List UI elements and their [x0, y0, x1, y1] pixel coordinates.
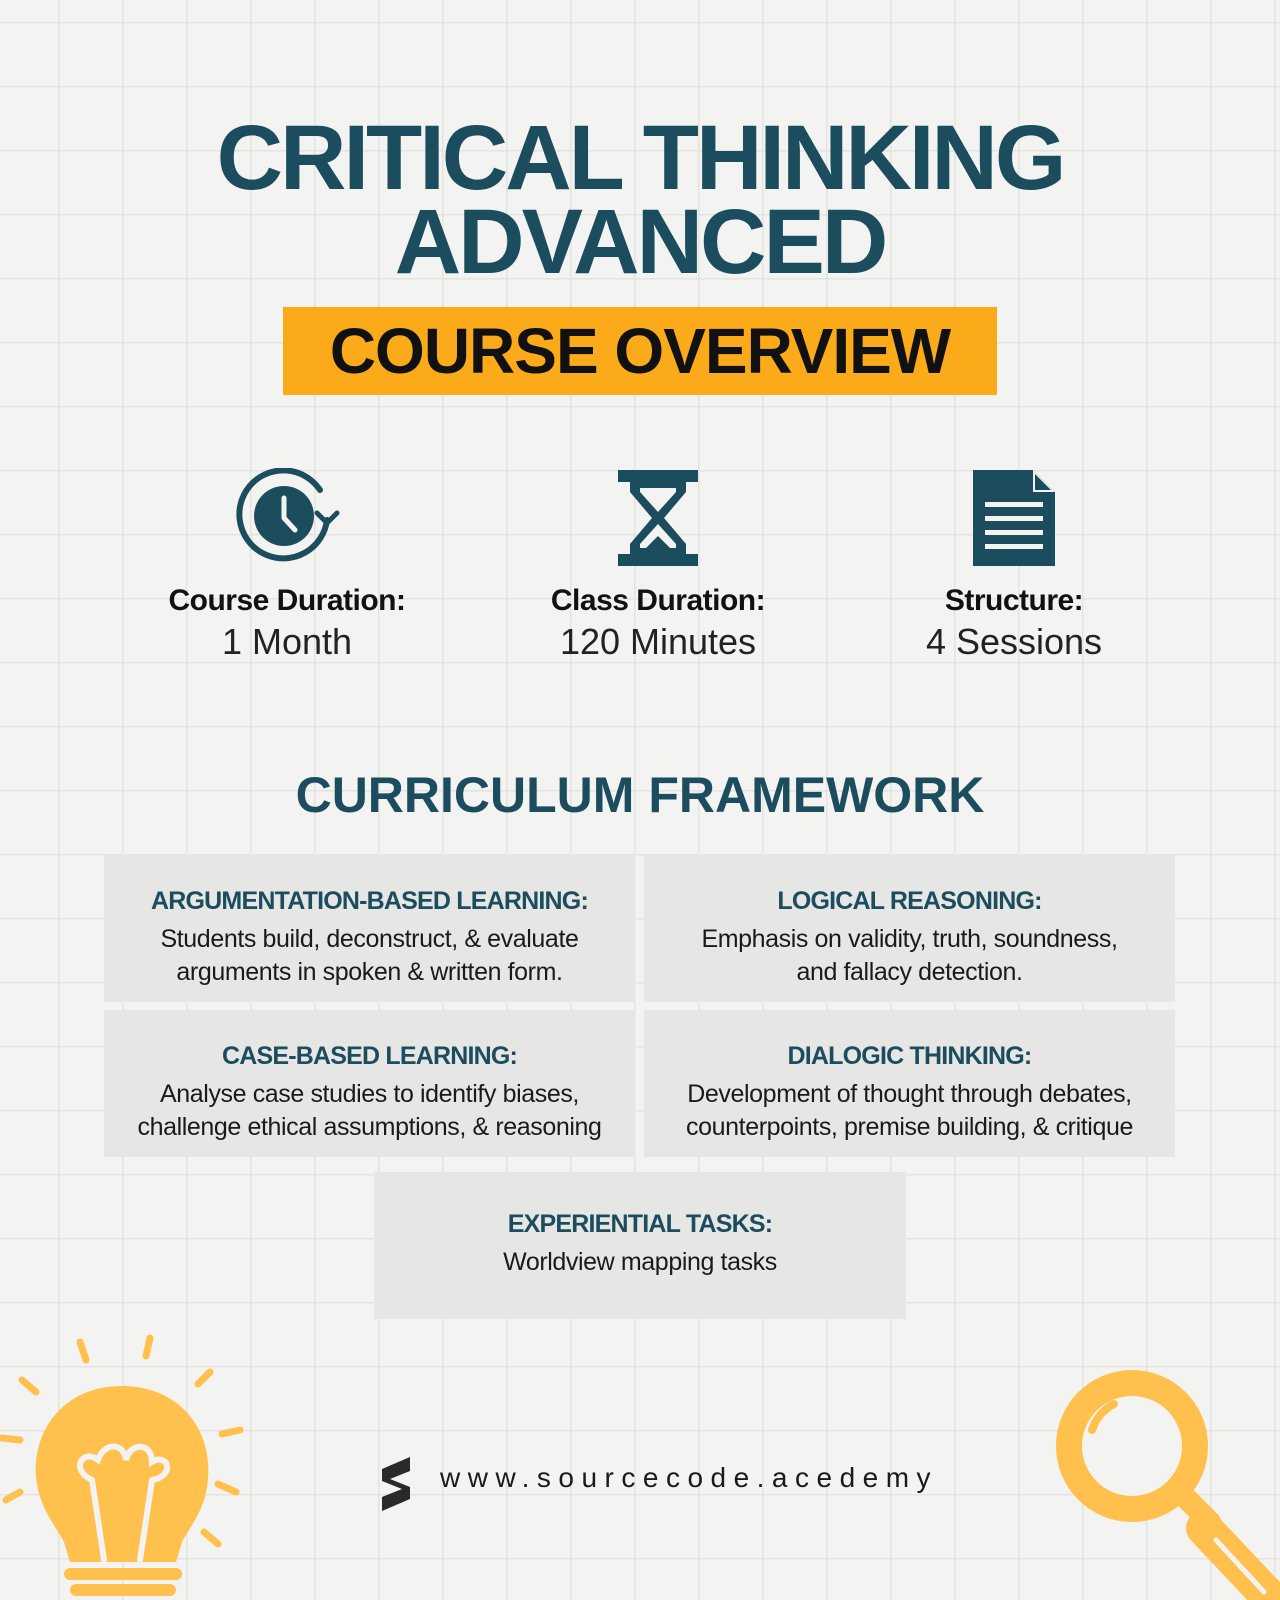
clock-refresh-icon — [107, 466, 467, 570]
card-heading: LOGICAL REASONING: — [777, 887, 1042, 915]
card-description-line: arguments in spoken & written form. — [176, 958, 563, 986]
card-description-line: Analyse case studies to identify biases, — [160, 1080, 579, 1108]
card-heading: CASE-BASED LEARNING: — [221, 1042, 518, 1070]
magnifying-glass-icon — [1040, 1360, 1280, 1600]
stat-structure — [834, 466, 1194, 664]
card-description-line: Worldview mapping tasks — [503, 1248, 777, 1276]
card-description-line: Students build, deconstruct, & evaluate — [160, 925, 579, 953]
stat-label: Course Duration: — [168, 584, 406, 617]
stat-course-duration — [107, 466, 467, 664]
card-description-line: and fallacy detection. — [796, 958, 1023, 986]
curriculum-card-logical-reasoning — [644, 855, 1175, 1002]
stat-value: 120 Minutes — [559, 621, 757, 662]
card-description-line: Development of thought through debates, — [687, 1080, 1132, 1108]
card-description-line: Emphasis on validity, truth, soundness, — [701, 925, 1118, 953]
curriculum-card-case-based — [104, 1010, 635, 1157]
stat-class-duration — [478, 466, 838, 664]
footer-website-link[interactable]: www.sourcecode.acedemy — [440, 1462, 939, 1493]
title-line-2: ADVANCED — [394, 191, 886, 293]
card-heading: DIALOGIC THINKING: — [787, 1042, 1032, 1070]
card-heading: EXPERIENTIAL TASKS: — [507, 1210, 773, 1238]
document-icon — [834, 466, 1194, 570]
curriculum-title: CURRICULUM FRAMEWORK — [295, 767, 985, 823]
stat-value: 1 Month — [221, 621, 353, 662]
course-overview-banner: COURSE OVERVIEW — [283, 307, 997, 395]
card-description-line: challenge ethical assumptions, & reasoning — [137, 1113, 602, 1141]
stat-label: Structure: — [944, 584, 1084, 617]
card-heading: ARGUMENTATION-BASED LEARNING: — [151, 887, 588, 915]
curriculum-card-experiential — [374, 1172, 906, 1319]
card-description-line: counterpoints, premise building, & critique — [686, 1113, 1133, 1141]
stat-value: 4 Sessions — [925, 621, 1103, 662]
title-line-1: CRITICAL THINKING — [216, 107, 1064, 209]
hourglass-icon — [478, 466, 838, 570]
curriculum-card-dialogic — [644, 1010, 1175, 1157]
brand-logo-icon — [376, 1455, 416, 1520]
stat-label: Class Duration: — [550, 584, 766, 617]
curriculum-card-argumentation — [104, 855, 635, 1002]
lightbulb-icon — [0, 1330, 260, 1600]
